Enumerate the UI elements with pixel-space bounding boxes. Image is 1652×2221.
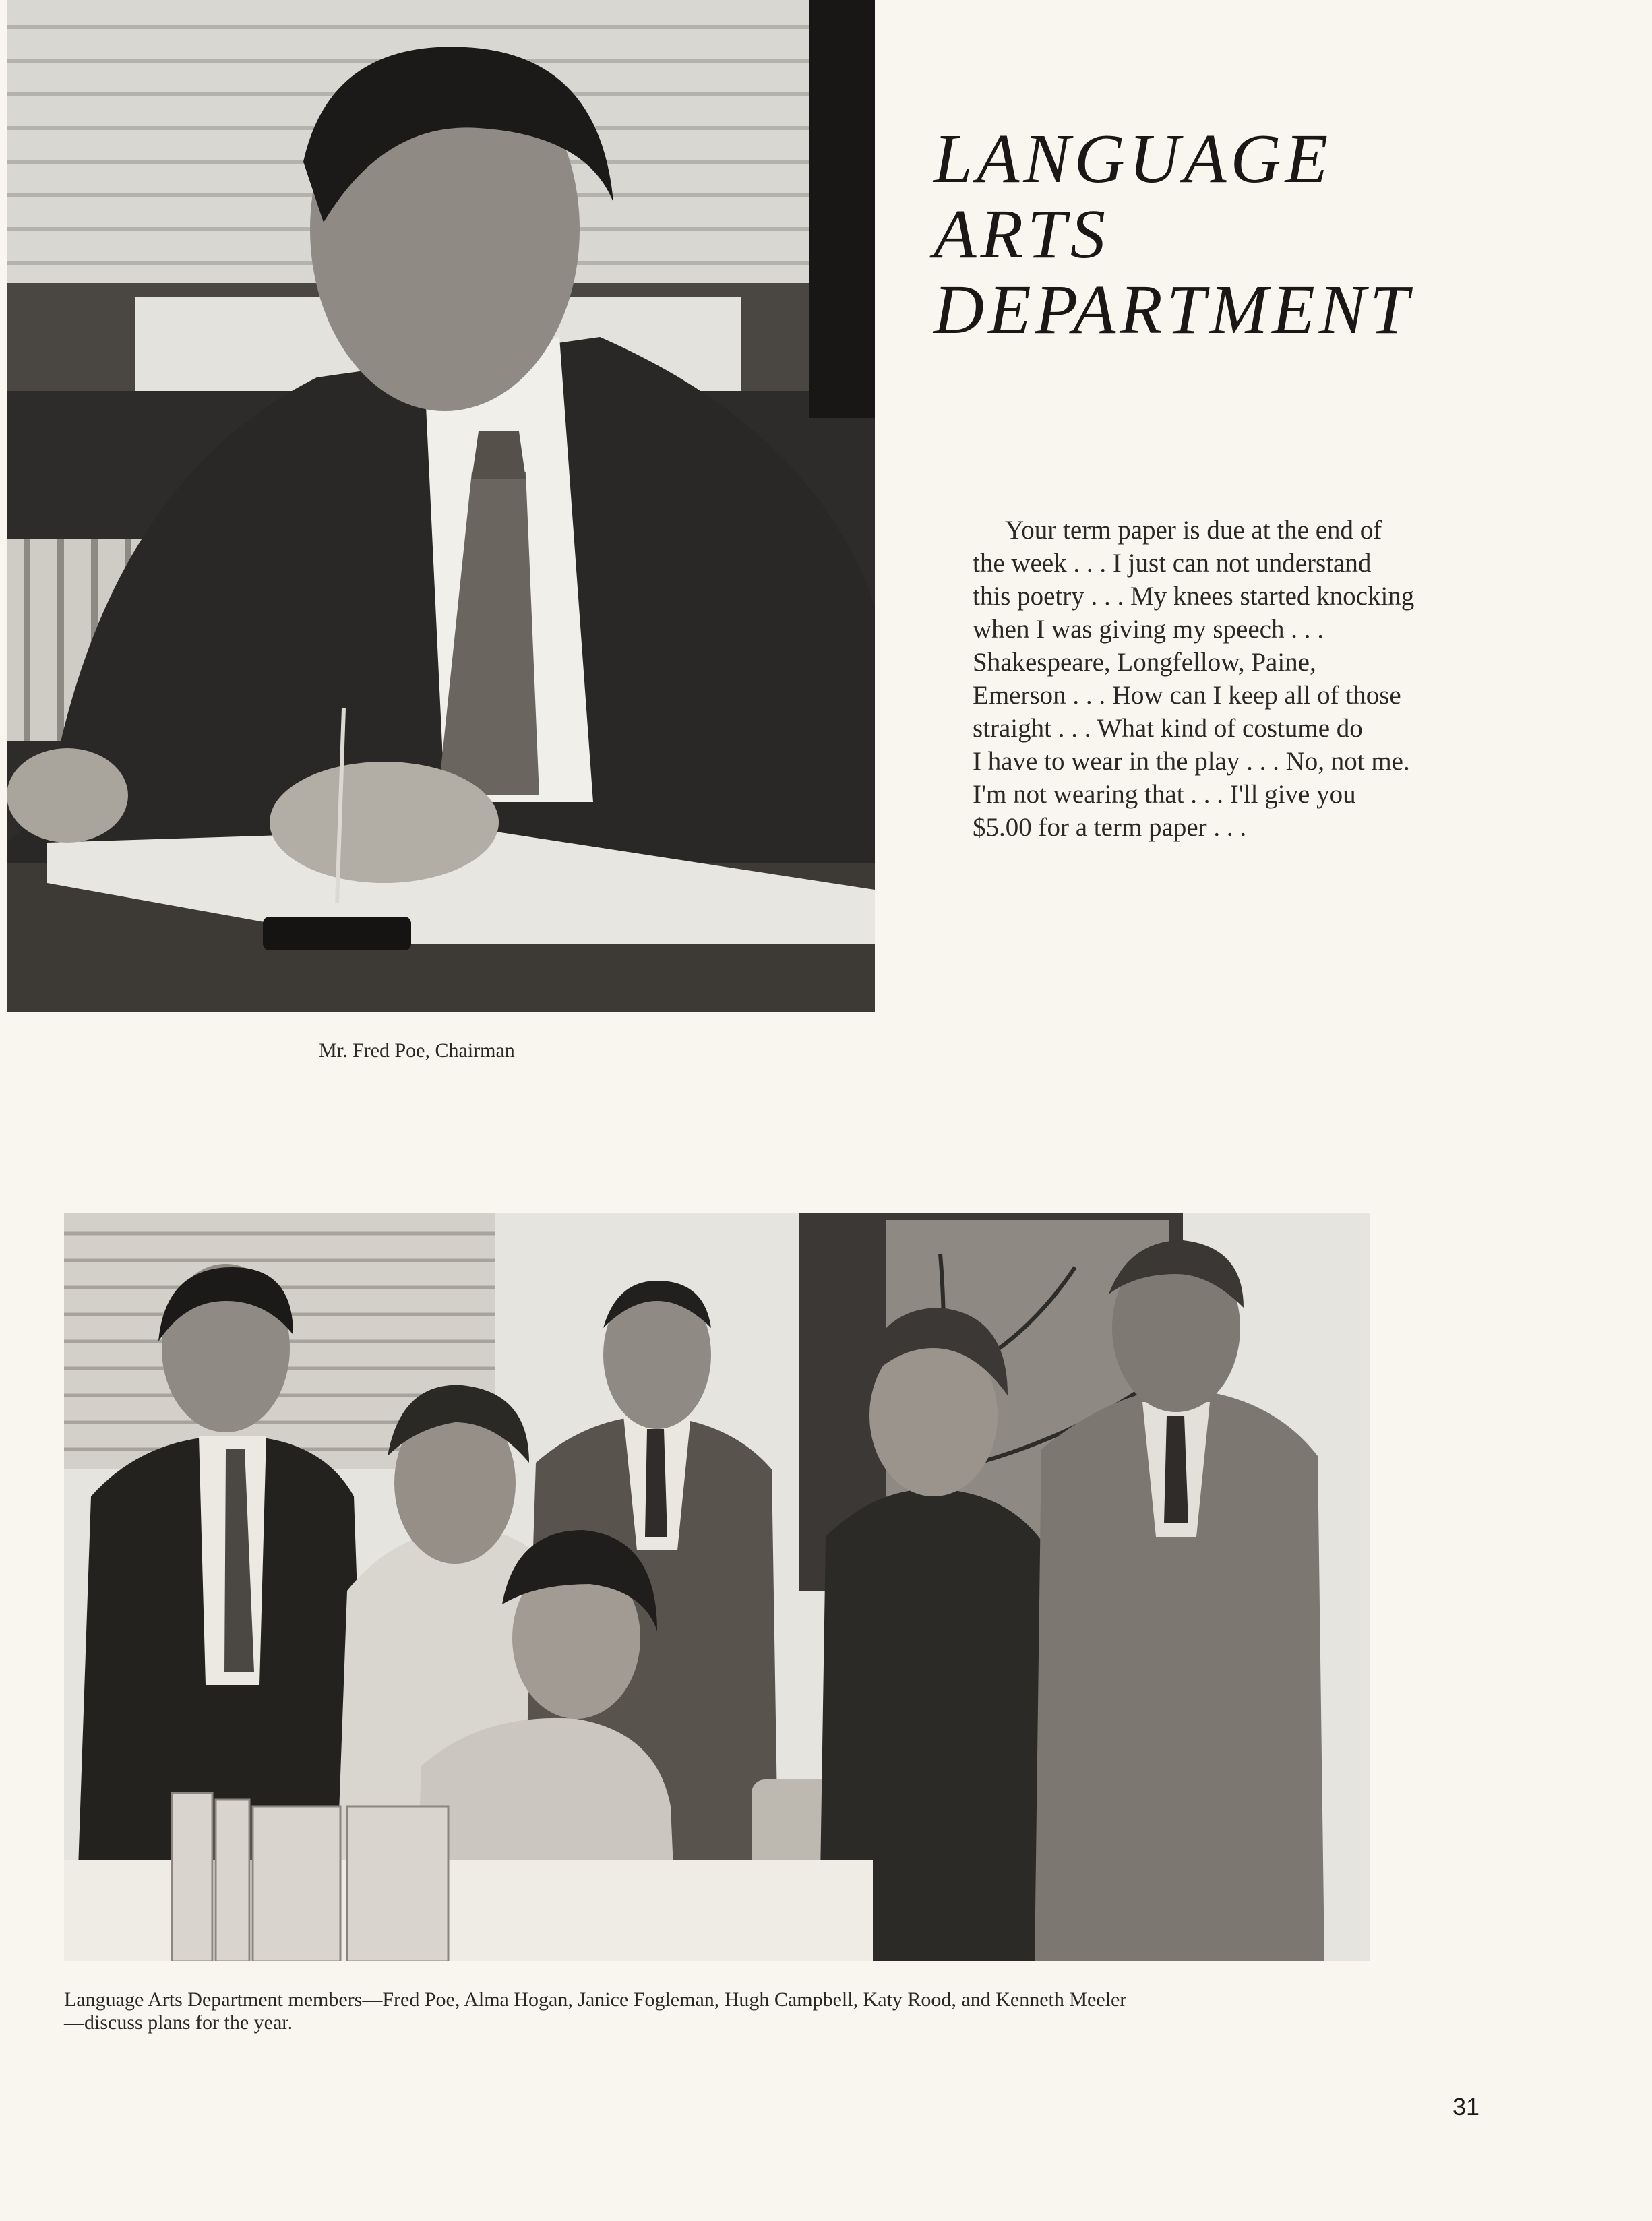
group-photo-caption [64, 1988, 1375, 2034]
intro-line: I have to wear in the play . . . No, not me. [973, 747, 1410, 776]
title-line-3: DEPARTMENT [934, 271, 1413, 348]
intro-line: Shakespeare, Longfellow, Paine, [973, 648, 1316, 677]
intro-line: the week . . . I just can not understand [973, 549, 1372, 578]
intro-line: $5.00 for a term paper . . . [973, 813, 1247, 842]
group-caption-line-2: —discuss plans for the year. [64, 2011, 293, 2034]
title-line-2: ARTS [934, 195, 1109, 273]
intro-line: this poetry . . . My knees started knocking [973, 582, 1415, 611]
page-title [934, 121, 1413, 348]
department-group-photo [64, 1213, 1370, 1961]
title-line-1: LANGUAGE [934, 120, 1333, 197]
group-caption-line-1: Language Arts Department members—Fred Poe, Alma Hogan, Janice Fogleman, Hugh Campbell, Katy Rood, and Kenneth Meeler [64, 1988, 1127, 2011]
intro-text [973, 514, 1485, 844]
intro-line: Your term paper is due at the end of [1005, 516, 1382, 545]
chairman-photo-caption: Mr. Fred Poe, Chairman [319, 1039, 515, 1062]
intro-line: straight . . . What kind of costume do [973, 714, 1363, 743]
page-number: 31 [1452, 2093, 1480, 2121]
chairman-photo [7, 0, 875, 1012]
intro-line: I'm not wearing that . . . I'll give you [973, 780, 1356, 809]
intro-line: Emerson . . . How can I keep all of those [973, 681, 1401, 710]
intro-line: when I was giving my speech . . . [973, 615, 1324, 644]
